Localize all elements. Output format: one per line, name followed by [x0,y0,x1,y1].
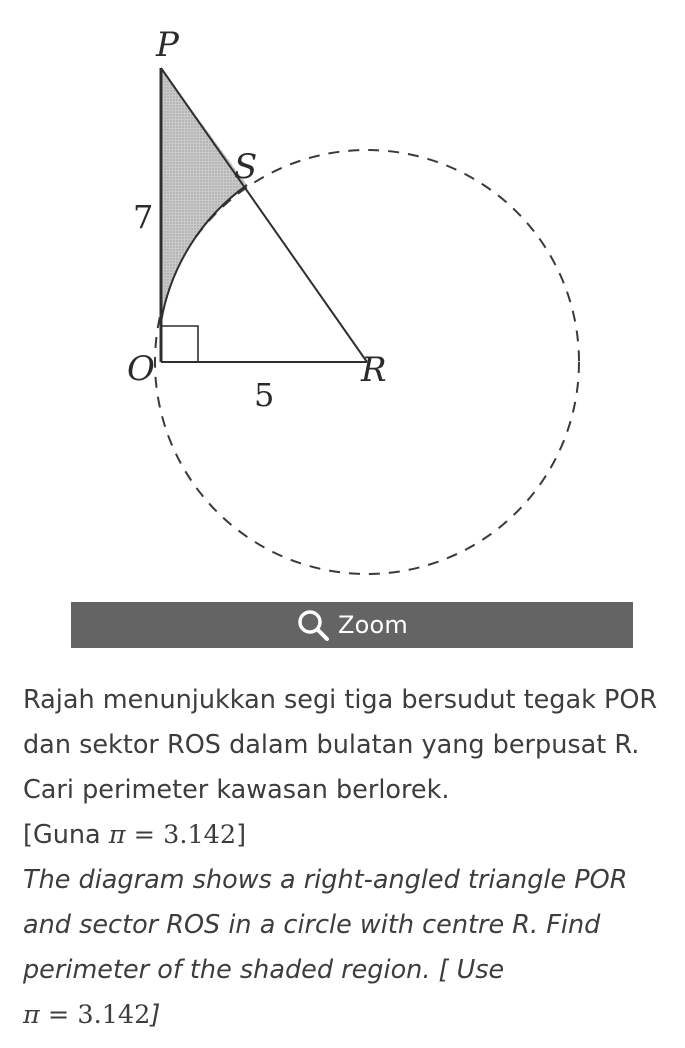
equals-sign: = [133,820,156,850]
label-p: P [156,25,179,65]
geometry-diagram [71,0,633,602]
pi-symbol: π [108,820,126,850]
label-r: R [361,350,387,390]
diagram-svg [71,0,633,602]
question-english-text: The diagram shows a right-angled triangle POR and sector ROS in a circle with centre R. Find perimeter of the shaded region. [ Use [23,865,628,985]
pi-formula-malay [109,820,236,850]
question-malay-text: Rajah menunjukkan segi tiga bersudut tegak POR dan sektor ROS dalam bulatan yang berpusat R. Cari perimeter kawasan berlorek. [23,685,658,805]
label-side-po: 7 [133,198,154,236]
zoom-label: Zoom [338,611,408,639]
magnifier-icon [296,608,330,642]
pi-symbol-en: π [23,1000,40,1030]
label-o: O [127,349,155,389]
zoom-button[interactable] [71,602,633,648]
equals-sign-en: = [47,1000,70,1030]
question-english [23,858,673,1038]
pi-formula-english [23,1000,150,1030]
right-angle-marker [161,326,198,362]
pi-value: 3.142 [163,820,237,850]
question-malay [23,678,673,858]
close-bracket-en: ] [150,1000,161,1030]
question-text [23,678,673,1038]
label-side-or: 5 [254,376,275,414]
label-s: S [234,147,258,187]
close-bracket: ] [236,820,247,850]
pi-value-en: 3.142 [77,1000,151,1030]
malay-use-prefix: [Guna [23,820,109,850]
